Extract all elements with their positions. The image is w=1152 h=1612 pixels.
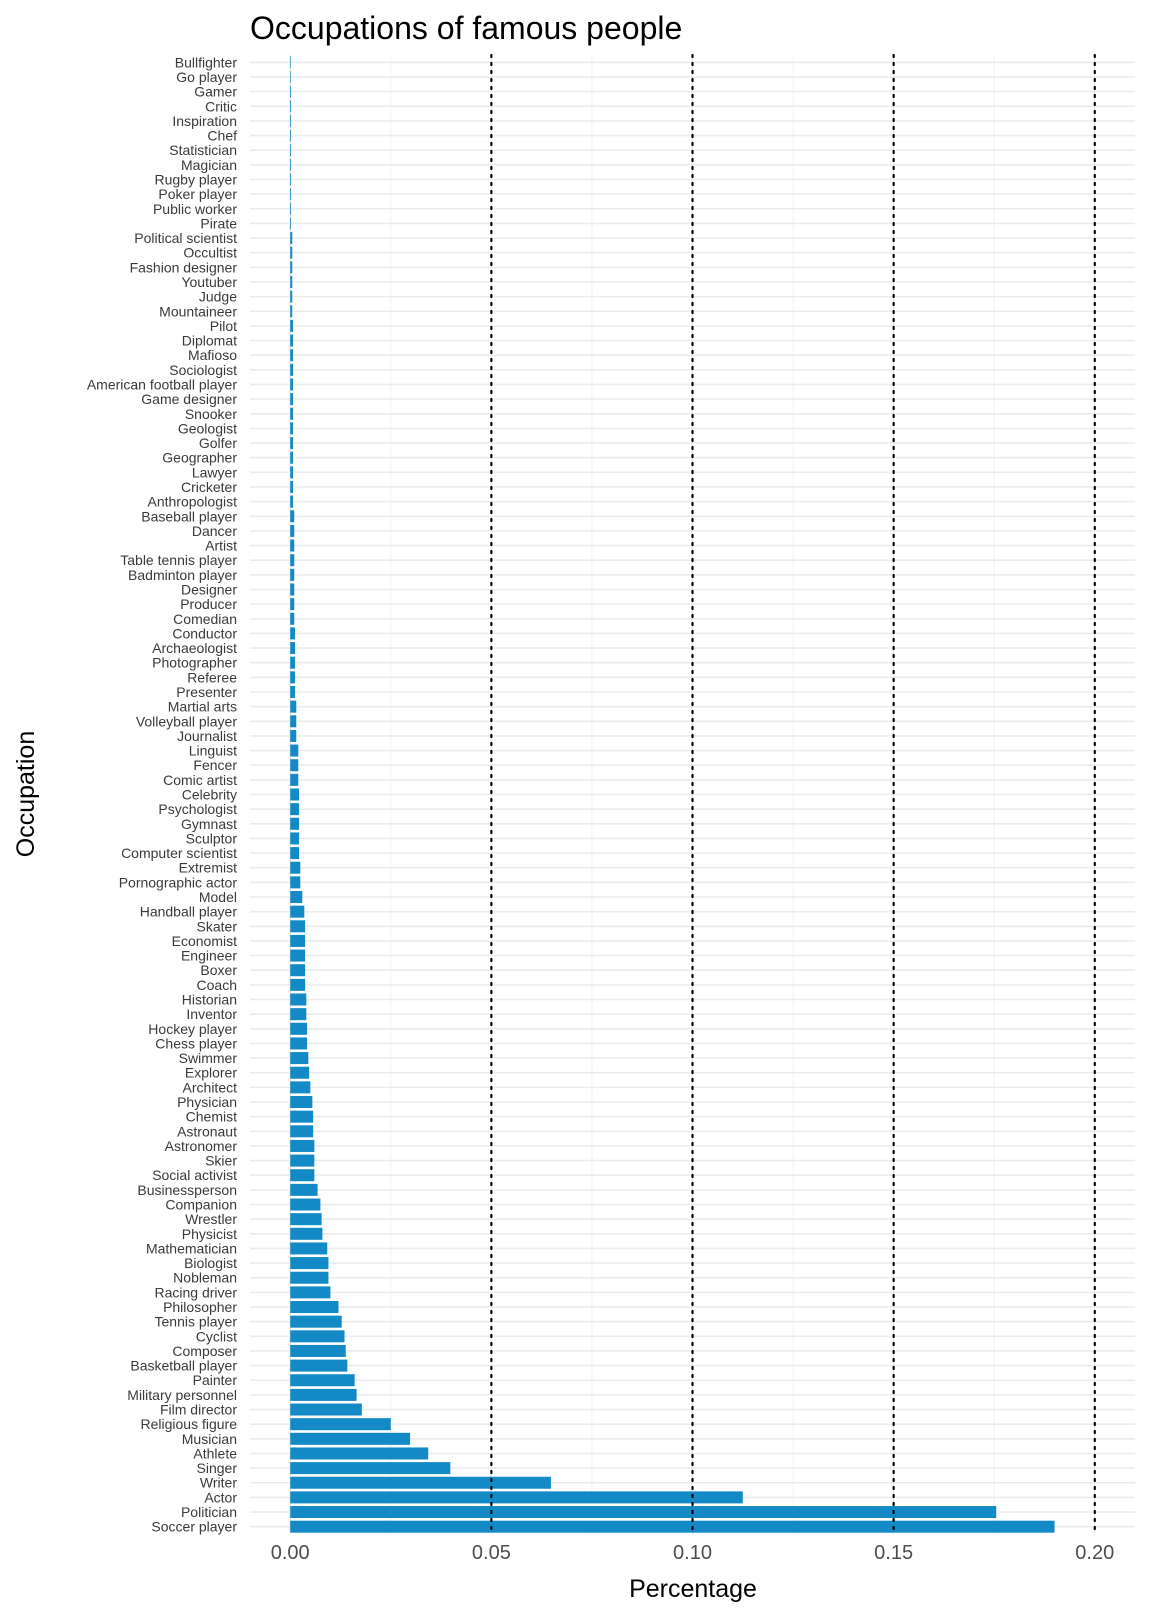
y-tick-label: Pilot [209, 317, 237, 334]
y-tick-label: Martial arts [167, 698, 237, 715]
y-tick-label: Computer scientist [121, 845, 237, 862]
bar-swimmer [290, 1052, 308, 1064]
x-axis-title: Percentage [629, 1575, 757, 1603]
y-tick-label: Biologist [184, 1255, 237, 1272]
bar-wrestler [290, 1213, 321, 1225]
category-labels-layer [87, 54, 238, 1534]
bar-economist [290, 935, 305, 947]
bar-historian [290, 994, 306, 1006]
bar-anthropologist [290, 496, 293, 508]
bar-gymnast [290, 818, 299, 830]
bar-producer [290, 598, 294, 610]
bar-snooker [290, 408, 293, 420]
bar-computer-scientist [290, 847, 299, 859]
y-tick-label: Linguist [188, 742, 237, 759]
bar-pilot [290, 320, 293, 332]
y-tick-label: Musician [181, 1430, 237, 1447]
y-tick-label: Mafioso [187, 347, 237, 364]
bar-critic [290, 100, 291, 112]
bar-celebrity [290, 788, 299, 800]
bar-chef [290, 130, 291, 142]
bar-chess-player [290, 1037, 307, 1049]
y-tick-label: Wrestler [185, 1211, 237, 1228]
bar-presenter [290, 686, 295, 698]
y-tick-label: Coach [196, 976, 237, 993]
y-tick-label: Comic artist [163, 771, 237, 788]
y-tick-label: Athlete [193, 1445, 237, 1462]
y-tick-label: Snooker [184, 405, 237, 422]
y-tick-label: Anthropologist [147, 493, 237, 510]
bar-politician [290, 1506, 996, 1518]
bar-film-director [290, 1404, 362, 1416]
bar-geographer [290, 452, 293, 464]
y-tick-label: Presenter [176, 683, 237, 700]
bar-conductor [290, 627, 295, 639]
bar-referee [290, 671, 295, 683]
bar-athlete [290, 1447, 428, 1459]
y-tick-label: Critic [205, 98, 237, 115]
y-tick-label: Handball player [139, 903, 237, 920]
bar-racing-driver [290, 1286, 330, 1298]
y-tick-label: Cricketer [180, 478, 237, 495]
chart-title: Occupations of famous people [250, 10, 683, 46]
y-axis-title: Occupation [12, 730, 40, 858]
y-tick-label: Nobleman [173, 1269, 237, 1286]
bar-architect [290, 1081, 310, 1093]
bar-sculptor [290, 832, 299, 844]
y-tick-label: Producer [180, 596, 237, 613]
bar-engineer [290, 950, 305, 962]
y-tick-label: Mathematician [145, 1240, 237, 1257]
y-tick-label: Geologist [177, 420, 237, 437]
bar-go-player [290, 71, 291, 83]
y-tick-label: Volleyball player [135, 713, 237, 730]
y-tick-label: Businessperson [137, 1181, 237, 1198]
y-tick-label: Game designer [141, 391, 237, 408]
bar-fencer [290, 759, 298, 771]
bar-actor [290, 1491, 743, 1503]
bar-astronomer [290, 1140, 314, 1152]
bar-model [290, 891, 302, 903]
y-tick-label: Journalist [177, 727, 237, 744]
y-tick-label: Fencer [193, 757, 237, 774]
y-tick-label: Fashion designer [129, 259, 237, 276]
y-tick-label: Youtuber [181, 273, 237, 290]
y-tick-label: Soccer player [151, 1518, 237, 1535]
bar-designer [290, 583, 294, 595]
bar-game-designer [290, 393, 293, 405]
y-tick-label: Astronaut [177, 1123, 237, 1140]
y-tick-label: Military personnel [127, 1386, 237, 1403]
y-tick-label: Swimmer [178, 1050, 237, 1067]
y-tick-label: Baseball player [141, 508, 237, 525]
y-tick-label: Golfer [198, 435, 237, 452]
y-tick-label: Skier [205, 1152, 237, 1169]
bar-religious-figure [290, 1418, 391, 1430]
bar-photographer [290, 657, 295, 669]
bar-public-worker [290, 203, 291, 215]
y-tick-label: Skater [196, 918, 237, 935]
y-tick-label: Occultist [183, 244, 237, 261]
bar-boxer [290, 964, 305, 976]
bar-statistician [290, 144, 291, 156]
x-tick-label: 0.05 [471, 1542, 511, 1564]
y-tick-label: Extremist [178, 859, 237, 876]
y-tick-label: Pirate [200, 215, 237, 232]
bar-chemist [290, 1111, 313, 1123]
bar-diplomat [290, 335, 293, 347]
y-tick-label: Bullfighter [174, 54, 237, 71]
bar-nobleman [290, 1272, 328, 1284]
y-tick-label: Celebrity [181, 786, 237, 803]
y-tick-label: Film director [159, 1401, 237, 1418]
bar-writer [290, 1477, 551, 1489]
bar-bullfighter [290, 56, 291, 68]
y-tick-label: Poker player [158, 186, 237, 203]
y-tick-label: Sociologist [169, 361, 237, 378]
bar-singer [290, 1462, 450, 1474]
y-tick-label: Political scientist [134, 230, 237, 247]
y-tick-label: Public worker [152, 200, 237, 217]
y-tick-label: Astronomer [164, 1137, 237, 1154]
bar-extremist [290, 862, 300, 874]
y-tick-label: Boxer [200, 962, 237, 979]
bar-gamer [290, 86, 291, 98]
y-tick-label: Philosopher [163, 1299, 237, 1316]
y-tick-label: Diplomat [181, 332, 237, 349]
y-tick-label: Psychologist [158, 801, 237, 818]
y-tick-label: Tennis player [154, 1313, 237, 1330]
x-tick-label: 0.20 [1075, 1542, 1115, 1564]
bar-psychologist [290, 803, 299, 815]
bar-skier [290, 1155, 314, 1167]
y-tick-label: Physician [177, 1094, 237, 1111]
y-tick-label: Artist [205, 537, 237, 554]
y-tick-label: Judge [198, 288, 237, 305]
y-tick-label: Badminton player [128, 566, 237, 583]
y-tick-label: Racing driver [154, 1284, 237, 1301]
y-tick-label: Actor [204, 1489, 237, 1506]
bar-political-scientist [290, 232, 292, 244]
y-tick-label: Singer [196, 1460, 237, 1477]
bar-painter [290, 1374, 354, 1386]
bar-explorer [290, 1067, 309, 1079]
bar-table-tennis-player [290, 554, 294, 566]
y-tick-label: Referee [187, 669, 237, 686]
bar-dancer [290, 525, 294, 537]
bar-hockey-player [290, 1023, 307, 1035]
y-tick-label: Sculptor [185, 830, 237, 847]
y-tick-label: Mountaineer [159, 303, 237, 320]
y-tick-label: Photographer [152, 654, 237, 671]
x-tick-labels-layer [271, 1542, 1114, 1564]
y-tick-label: Model [198, 889, 237, 906]
bar-social-activist [290, 1169, 314, 1181]
y-tick-label: Pornographic actor [118, 874, 237, 891]
bar-comic-artist [290, 774, 298, 786]
y-tick-label: Comedian [173, 610, 237, 627]
bar-military-personnel [290, 1389, 356, 1401]
bar-composer [290, 1345, 346, 1357]
y-tick-label: Gymnast [180, 815, 237, 832]
y-tick-label: Engineer [180, 947, 237, 964]
bar-mathematician [290, 1242, 327, 1254]
y-tick-label: Religious figure [140, 1416, 237, 1433]
y-tick-label: Chemist [185, 1108, 237, 1125]
bar-pornographic-actor [290, 876, 300, 888]
y-tick-label: Hockey player [148, 1020, 237, 1037]
bar-rugby-player [290, 173, 291, 185]
y-tick-label: Economist [171, 932, 237, 949]
bar-youtuber [290, 276, 292, 288]
bar-judge [290, 291, 292, 303]
bar-geologist [290, 422, 293, 434]
bar-martial-arts [290, 701, 296, 713]
x-tick-label: 0.00 [270, 1542, 310, 1564]
y-tick-label: Architect [182, 1079, 237, 1096]
bar-american-football-player [290, 378, 293, 390]
y-tick-label: Companion [165, 1196, 237, 1213]
bar-baseball-player [290, 510, 294, 522]
bar-musician [290, 1433, 410, 1445]
bar-volleyball-player [290, 715, 296, 727]
bar-handball-player [290, 906, 304, 918]
y-tick-label: Writer [199, 1474, 237, 1491]
bar-archaeologist [290, 642, 295, 654]
bar-badminton-player [290, 569, 294, 581]
y-tick-label: Rugby player [154, 171, 237, 188]
y-tick-label: Painter [192, 1372, 237, 1389]
y-tick-label: American football player [86, 376, 237, 393]
y-tick-label: Chess player [155, 1035, 237, 1052]
y-tick-label: Chef [207, 127, 237, 144]
bar-inventor [290, 1008, 306, 1020]
y-tick-label: Magician [180, 156, 237, 173]
bar-basketball-player [290, 1360, 347, 1372]
y-tick-label: Geographer [162, 449, 237, 466]
bar-lawyer [290, 466, 293, 478]
bar-occultist [290, 247, 292, 259]
y-tick-label: Explorer [184, 1064, 237, 1081]
y-tick-label: Lawyer [191, 464, 237, 481]
bar-magician [290, 159, 291, 171]
y-tick-label: Gamer [194, 83, 237, 100]
y-tick-label: Conductor [172, 625, 237, 642]
bar-astronaut [290, 1125, 313, 1137]
y-tick-label: Go player [176, 68, 237, 85]
y-tick-label: Table tennis player [120, 552, 237, 569]
bar-coach [290, 979, 305, 991]
bar-soccer-player [290, 1521, 1054, 1533]
bar-inspiration [290, 115, 291, 127]
bar-journalist [290, 730, 296, 742]
bar-linguist [290, 745, 298, 757]
y-tick-label: Composer [172, 1342, 237, 1359]
bar-poker-player [290, 188, 291, 200]
x-tick-label: 0.15 [874, 1542, 914, 1564]
y-tick-label: Inventor [186, 1006, 237, 1023]
bar-tennis-player [290, 1316, 341, 1328]
bar-philosopher [290, 1301, 338, 1313]
x-tick-label: 0.10 [673, 1542, 712, 1564]
bar-artist [290, 540, 294, 552]
bar-physicist [290, 1228, 322, 1240]
y-tick-label: Politician [180, 1504, 237, 1521]
y-tick-label: Basketball player [130, 1357, 237, 1374]
bar-skater [290, 920, 305, 932]
bar-mountaineer [290, 305, 292, 317]
y-tick-label: Archaeologist [152, 640, 237, 657]
bar-pirate [290, 217, 291, 229]
y-tick-label: Designer [180, 581, 237, 598]
y-tick-label: Statistician [169, 142, 237, 159]
bar-companion [290, 1199, 320, 1211]
bar-biologist [290, 1257, 328, 1269]
y-tick-label: Dancer [191, 522, 237, 539]
bar-businessperson [290, 1184, 317, 1196]
bar-comedian [290, 613, 294, 625]
y-tick-label: Inspiration [172, 112, 237, 129]
bar-cricketer [290, 481, 293, 493]
bar-sociologist [290, 364, 293, 376]
bar-golfer [290, 437, 293, 449]
y-tick-label: Social activist [152, 1167, 237, 1184]
bar-fashion-designer [290, 261, 292, 273]
bar-mafioso [290, 349, 293, 361]
y-tick-label: Physicist [181, 1225, 237, 1242]
bar-physician [290, 1096, 312, 1108]
y-tick-label: Cyclist [195, 1328, 237, 1345]
bar-cyclist [290, 1330, 344, 1342]
y-tick-label: Historian [181, 991, 237, 1008]
